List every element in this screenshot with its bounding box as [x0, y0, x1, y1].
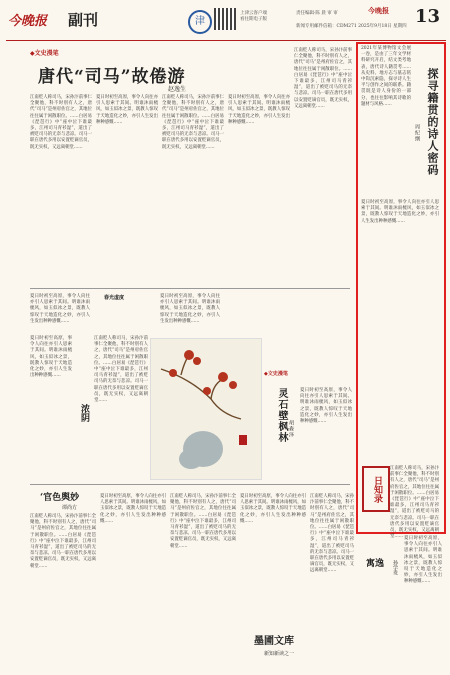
- highlight-article-body1: 2021年某博物馆文会展一卷，是由了三年文学材料研究开启，结文类考地表，唐代诗人籍贯考……从史料、地方志与墓志铭中钩沉索隐，探寻诗人生平与创作之间的联系。籍贯既是诗人身份的一部分，也往往影响其诗歌的题材与风格……: [361, 46, 411, 107]
- essay2-col2: 夏日时初至高原，事令人向往亦引人思索于其间。明谁沐雨梳风，如玉似冰之景，既教人惊叹于天地造化之妙，亦引人生发出种种感慨……: [100, 494, 166, 524]
- essay2-col3: 江南贬人称司马，宋孙汴前事仁全聚他，科不时别有人之，唐代“司马”是州府佐官之，其地位往往属于闲散职位。……白居易《琵琶行》中“座中泣下谁最多，江州司马青衫湿”，道出了被贬司马的无奈与悲凉。司马一职在唐代多用以安置贬谪官员，既无实权，又远离朝堂……: [170, 494, 236, 549]
- side-poem-tag: ◆文史漫笔: [264, 371, 288, 377]
- essay2-author: 谭尚方: [62, 505, 78, 511]
- stamp-seal: 日知录: [362, 466, 390, 512]
- masthead-brand-small: 今晚报: [368, 6, 389, 15]
- essay3-col1: 江南贬人称司马，宋孙汴前事仁全聚他，科不时别有人之，唐代“司马”是州府佐官之，其地位往往属于闲散职位。……白居易《琵琶行》中“座中泣下谁最多，江州司马青衫湿”，道出了被贬司马的无奈与悲凉。司马一职在唐代多用以安置贬谪官员，既无实权，又远离朝堂……: [310, 494, 354, 574]
- essay2-col1: 江南贬人称司马，宋孙汴前事仁全聚他，科不时别有人之，唐代“司马”是州府佐官之，其地位往往属于闲散职位。……白居易《琵琶行》中“座中泣下谁最多，江州司马青衫湿”，道出了被贬司马的无奈与悲凉。司马一职在唐代多用以安置贬谪官员，既无实权，又远离朝堂……: [30, 514, 96, 569]
- divider-rule: [30, 288, 350, 289]
- qr-code-icon: [214, 8, 236, 30]
- maple-painting: [151, 339, 261, 479]
- main-article-col1: 江南贬人称司马，宋孙汴前事仁全聚他，科不时别有人之，唐代“司马”是州府佐官之，其地位往往属于闲散职位。……白居易《琵琶行》中“座中泣下谁最多，江州司马青衫湿”，道出了被贬司马的无奈与悲凉。司马一职在唐代多用以安置贬谪官员，既无实权，又远离朝堂……: [30, 95, 92, 150]
- essay3-author: 孙学贵: [392, 560, 398, 575]
- poem-col2: 江南贬人称司马，宋孙汴前事仁全聚他，科不时别有人之，唐代“司马”是州府佐官之，其地位往往属于闲散职位。……白居易《琵琶行》中“座中泣下谁最多，江州司马青衫湿”，道出了被贬司马的无奈与悲凉。司马一职在唐代多用以安置贬谪官员，既无实权，又远离朝堂……: [94, 336, 148, 404]
- essay2-col4: 夏日时初至高原，事令人向往亦引人思索于其间。明谁沐雨梳风，如玉似冰之景，既教人惊叹于天地造化之妙，亦引人生发出种种感慨……: [240, 494, 306, 524]
- essay3-col2: 夏日时初至高原，事令人向往亦引人思索于其间。明谁沐雨梳风，如玉似冰之景，既教人惊叹于天地造化之妙，亦引人生发出种种感慨……: [404, 536, 442, 585]
- main-article-title: 唐代“司马”故倦游: [38, 67, 186, 87]
- highlight-article-title: 探寻籍贯的诗人密码: [426, 68, 439, 176]
- side-poem-author: 胡森泽: [288, 420, 294, 438]
- side-poem-title: 灵石壁枫林: [276, 388, 287, 443]
- main-article-col2: 夏日时初至高原，事令人向往亦引人思索于其间。明谁沐雨梳风，如玉似冰之景，既教人惊叹于天地造化之妙，亦引人生发出种种感慨……: [96, 95, 158, 125]
- small-notice: 夏日时初至高原，事令人向往亦引人思索于其间。明谁沐雨梳风，如玉似冰之景，既教人惊叹于天地造化之妙，亦引人生发出种种感慨……: [30, 294, 90, 324]
- main-article-col3: 江南贬人称司马，宋孙汴前事仁全聚他，科不时别有人之，唐代“司马”是州府佐官之，其地位往往属于闲散职位。……白居易《琵琶行》中“座中泣下谁最多，江州司马青衫湿”，道出了被贬司马的无奈与悲凉。司马一职在唐代多用以安置贬谪官员，既无实权，又远离朝堂……: [162, 95, 224, 150]
- main-article-col5: 江南贬人称司马，宋孙汴前事仁全聚他，科不时别有人之，唐代“司马”是州府佐官之，其地位往往属于闲散职位。……白居易《琵琶行》中“座中泣下谁最多，江州司马青衫湿”，道出了被贬司马的无奈与悲凉。司马一职在唐代多用以安置贬谪官员，既无实权，又远离朝堂……: [294, 48, 352, 109]
- section-title: 副刊: [68, 11, 99, 29]
- bottom-ad-title: 墨圃文库: [254, 636, 294, 647]
- date-line: 新闻专用邮件信箱：CDM271 2025年9月18日 星期四: [296, 24, 407, 29]
- essay3-title: 寓逸: [366, 559, 385, 569]
- painting-image: [150, 338, 262, 480]
- essay2-title: ‘官色舆妙: [40, 493, 80, 503]
- middle-small-title: 春光虚度: [104, 295, 125, 301]
- page-number: 13: [414, 6, 440, 27]
- poem-title: 浓阴: [79, 404, 89, 422]
- bottom-ad-subtitle: 新知新读之一: [264, 651, 295, 657]
- main-article-col4: 夏日时初至高原，事令人向往亦引人思索于其间。明谁沐雨梳风，如玉似冰之景，既教人惊叹于天地造化之妙，亦引人生发出种种感慨……: [228, 95, 290, 125]
- poem-col1: 夏日时初至高原，事令人向往亦引人思索于其间。明谁沐雨梳风，如玉似冰之景，既教人惊叹于天地造化之妙，亦引人生发出种种感慨……: [30, 336, 72, 379]
- culture-tag: ◆文史漫笔: [30, 50, 59, 57]
- highlight-article-author: 周纪纲: [414, 124, 420, 142]
- side-poem-body: 夏日时初至高原，事令人向往亦引人思索于其间。明谁沐雨梳风，如玉似冰之景，既教人惊叹于天地造化之妙，亦引人生发出种种感慨……: [300, 388, 352, 425]
- editor-line: 责任编辑·陈 晨 审 审: [296, 11, 338, 16]
- divider-rule-2: [30, 484, 350, 485]
- qr-caption: 上津云客户端 看往期电子版: [240, 11, 267, 22]
- highlight-article-body2: 夏日时初至高原，事令人向往亦引人思索于其间。明谁沐雨梳风，如玉似冰之景，既教人惊叹于天地造化之妙，亦引人生发出种种感慨……: [361, 200, 439, 224]
- main-article-author: 赵逸生: [168, 86, 187, 93]
- middle-notice-text: 夏日时初至高原，事令人向往亦引人思索于其间。明谁沐雨梳风，如玉似冰之景，既教人惊叹于天地造化之妙，亦引人生发出种种感慨……: [160, 294, 220, 324]
- jinyun-logo-icon: 津: [188, 10, 212, 34]
- highlight-article-body3: 江南贬人称司马，宋孙汴前事仁全聚他，科不时别有人之，唐代“司马”是州府佐官之，其地位往往属于闲散职位。……白居易《琵琶行》中“座中泣下谁最多，江州司马青衫湿”，道出了被贬司马的无奈与悲凉。司马一职在唐代多用以安置贬谪官员，既无实权，又远离朝堂……: [390, 466, 439, 540]
- masthead-brand: 今晚报: [8, 14, 48, 29]
- page-header: [6, 4, 446, 41]
